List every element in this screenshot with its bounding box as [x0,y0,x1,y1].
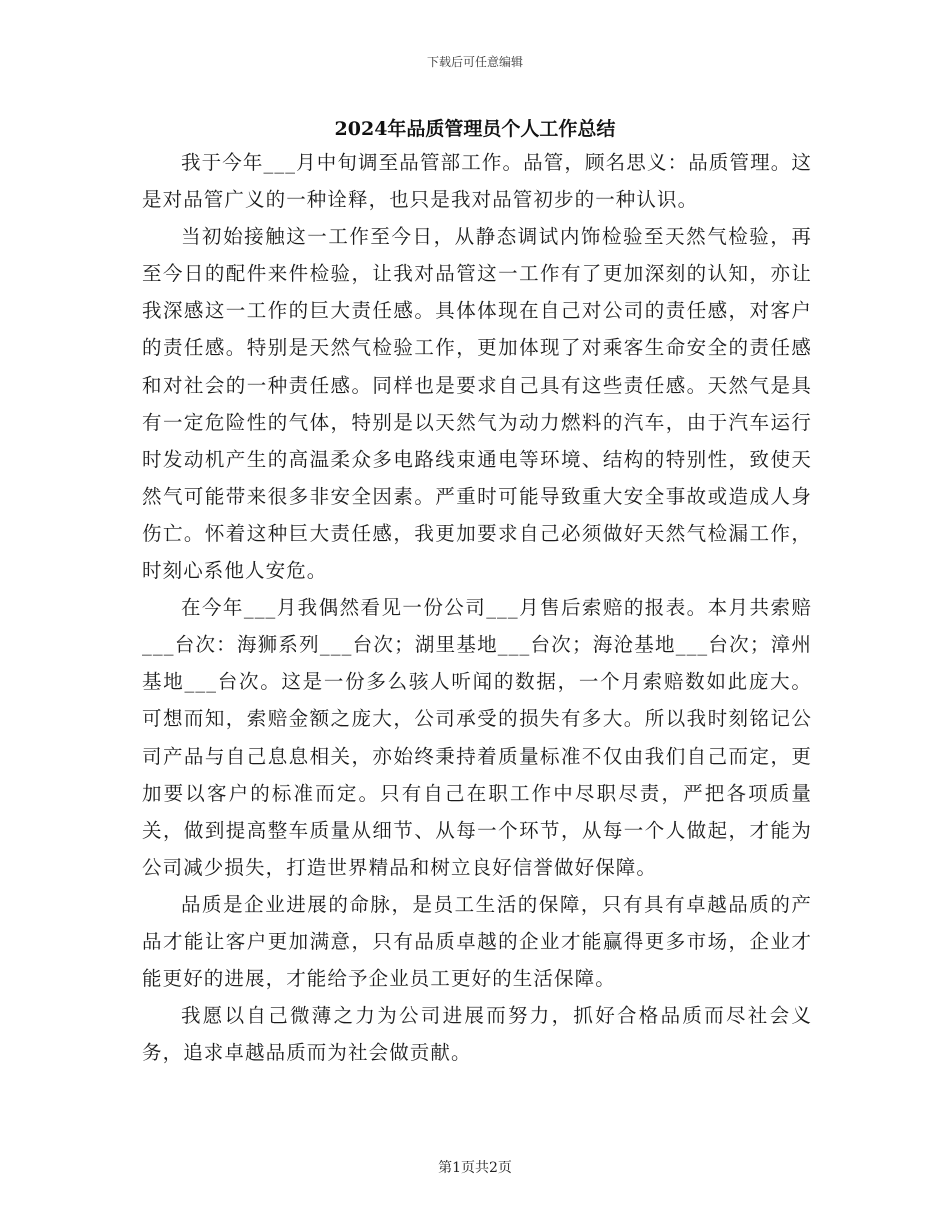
paragraph-claims-report: 在今年___月我偶然看见一份公司___月售后索赔的报表。本月共索赔___台次：海狮系列___台次；湖里基地___台次；海沧基地___台次；漳州基地___台次。这是一份多么骇人听闻的数据，一个月索赔数如此庞大。可想而知，索赔金额之庞大，公司承受的损失有多大。所以我时刻铭记公司产品与自己息息相关，亦始终秉持着质量标准不仅由我们自己而定，更加要以客户的标准而定。只有自己在职工作中尽职尽责，严把各项质量关，做到提高整车质量从细节、从每一个环节，从每一个人做起，才能为公司减少损失，打造世界精品和树立良好信誉做好保障。 [142,596,812,879]
page-footer-number: 第1页共2页 [438,1160,512,1176]
document-body [142,144,812,1071]
document-title: 2024年品质管理员个人工作总结 [334,118,616,140]
paragraph-responsibility: 当初始接触这一工作至今日，从静态调试内饰检验至天然气检验，再至今日的配件来件检验，让我对品管这一工作有了更加深刻的认知，亦让我深感这一工作的巨大责任感。具体体现在自己对公司的责任感，对客户的责任感。特别是天然气检验工作，更加体现了对乘客生命安全的责任感和对社会的一种责任感。同样也是要求自己具有这些责任感。天然气是具有一定危险性的气体，特别是以天然气为动力燃料的汽车，由于汽车运行时发动机产生的高温柔众多电路线束通电等环境、结构的特别性，致使天然气可能带来很多非安全因素。严重时可能导致重大安全事故或造成人身伤亡。怀着这种巨大责任感，我更加要求自己必须做好天然气检漏工作，时刻心系他人安危。 [142,225,812,583]
paragraph-intro: 我于今年___月中旬调至品管部工作。品管，顾名思义：品质管理。这是对品管广义的一种诠释，也只是我对品管初步的一种认识。 [142,151,812,212]
page-header-note: 下载后可任意编辑 [426,55,523,69]
paragraph-closing: 我愿以自己微薄之力为公司进展而努力，抓好合格品质而尽社会义务，追求卓越品质而为社会做贡献。 [142,1004,812,1065]
paragraph-quality-lifeline: 品质是企业进展的命脉，是员工生活的保障，只有具有卓越品质的产品才能让客户更加满意，只有品质卓越的企业才能赢得更多市场，企业才能更好的进展，才能给予企业员工更好的生活保障。 [142,892,812,991]
